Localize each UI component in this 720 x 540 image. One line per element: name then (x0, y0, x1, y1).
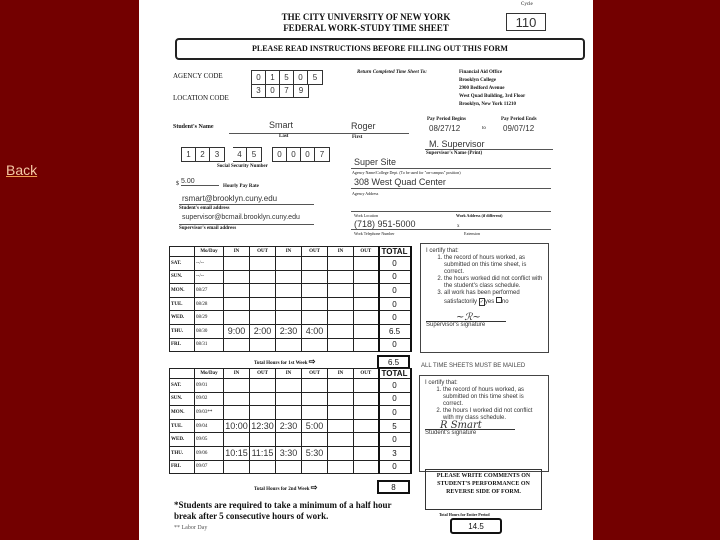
ssn-part-3 (272, 147, 330, 162)
time-cell (328, 446, 354, 460)
table-row (170, 460, 411, 474)
last-label: Last (279, 134, 289, 139)
header-cell: OUT (302, 247, 328, 257)
cert-intro: I certify that: (425, 380, 458, 386)
location-code-label: LOCATION CODE (173, 94, 229, 102)
ssn-digit: 2 (196, 148, 210, 161)
work-location-label: Work Location (354, 213, 379, 218)
time-cell: 12:30 (251, 421, 274, 432)
day-total-cell: 5 (379, 419, 411, 433)
header-cell: TOTAL (379, 369, 411, 379)
cert-item: 1. the record of hours worked, as submitted on this time sheet, is correct. (444, 255, 543, 276)
work-phone-label: Work Telephone Number (354, 231, 395, 236)
time-cell (354, 460, 379, 474)
time-cell (354, 406, 379, 420)
title-line-1: THE CITY UNIVERSITY OF NEW YORK (281, 12, 451, 22)
day-cell: THU. (170, 324, 195, 338)
time-cell (224, 297, 250, 311)
agency-address-label: Agency Address (352, 191, 379, 196)
extension-label: Extension (464, 231, 480, 236)
time-cell (302, 460, 328, 474)
time-cell (224, 460, 250, 474)
time-cell (302, 257, 328, 271)
ssn-part-1 (181, 147, 225, 162)
time-cell: 3:30 (276, 446, 302, 460)
student-signature: R Smart (440, 420, 482, 431)
time-cell (328, 392, 354, 406)
ssn-part-2 (233, 147, 262, 162)
day-cell: THU. (170, 446, 195, 460)
yes-label: yes (484, 299, 495, 305)
mailed-notice: ALL TIME SHEETS MUST BE MAILED (421, 363, 526, 369)
time-cell (250, 460, 276, 474)
date-cell: 08/27 (195, 284, 224, 298)
code-digit: 5 (312, 73, 318, 82)
date-cell: 09/01 (195, 379, 224, 393)
time-cell: 4:00 (302, 324, 328, 338)
table-row (170, 446, 411, 460)
day-total-cell: 0 (379, 284, 411, 298)
day-total-cell: 0 (379, 270, 411, 284)
student-email: rsmart@brooklyn.cuny.edu (182, 194, 278, 203)
time-cell (302, 270, 328, 284)
extension-prefix: x (457, 224, 460, 229)
time-cell (354, 392, 379, 406)
cert-intro: I certify that: (426, 248, 459, 254)
date-cell: 08/28 (195, 297, 224, 311)
week-1-total: 6.5 (377, 355, 410, 369)
time-cell (250, 284, 276, 298)
header-cell: OUT (250, 369, 276, 379)
ssn-digit: 5 (251, 150, 257, 159)
time-cell (224, 338, 250, 352)
time-cell (250, 433, 276, 447)
time-cell (328, 460, 354, 474)
return-label: Return Completed Time Sheet To: (357, 70, 427, 75)
table-row (170, 297, 411, 311)
instructions-banner: PLEASE READ INSTRUCTIONS BEFORE FILLING OUT THIS FORM (175, 38, 585, 60)
day-total-cell: 0 (379, 460, 411, 474)
work-address-label: Work Address (if different) (456, 213, 503, 218)
ssn-digit: 3 (214, 150, 220, 159)
cycle-box: 110 (506, 13, 546, 31)
time-cell (250, 338, 276, 352)
time-cell (276, 460, 302, 474)
table-row (170, 311, 411, 325)
time-cell (224, 379, 250, 393)
ssn-digit: 4 (233, 148, 247, 161)
day-total-cell: 0 (379, 338, 411, 352)
day-cell: MON. (170, 284, 195, 298)
time-cell (276, 406, 302, 420)
pay-period-begin: 08/27/12 (429, 124, 461, 133)
header-row (170, 247, 411, 257)
header-cell: OUT (354, 247, 379, 257)
time-cell (354, 284, 379, 298)
time-cell (302, 406, 328, 420)
date-cell: 08/30 (195, 324, 224, 338)
time-cell (250, 311, 276, 325)
address-line: Financial Aid Office (459, 70, 503, 75)
pay-end-label: Pay Period Ends (501, 117, 537, 122)
day-total-cell: 0 (379, 257, 411, 271)
time-cell (276, 392, 302, 406)
time-cell (302, 433, 328, 447)
time-cell: 5:00 (302, 419, 328, 433)
week-1-total-label (254, 357, 315, 366)
time-cell: 5:30 (302, 446, 328, 460)
time-cell (302, 311, 328, 325)
table-row (170, 406, 411, 420)
time-cell: 10:15 (225, 448, 248, 459)
pay-begin-label: Pay Period Begins (427, 117, 466, 122)
supervisor-name-label: Supervisor's Name (Print) (426, 151, 483, 156)
time-cell (328, 406, 354, 420)
time-cell: 9:00 (224, 324, 250, 338)
header-row (170, 369, 411, 379)
supervisor-signature-label: Supervisor's signature (426, 321, 506, 329)
header-cell (170, 247, 195, 257)
table-row (170, 392, 411, 406)
cert-item: all work has been performed satisfactorily (444, 290, 520, 305)
time-cell (302, 284, 328, 298)
time-cell (276, 284, 302, 298)
arrow-right-icon: ⇨ (308, 357, 316, 366)
supervisor-email-label: Supervisor's email address (179, 226, 237, 231)
time-cell (250, 270, 276, 284)
header-cell (170, 369, 195, 379)
yes-checkbox[interactable]: ✓ (479, 299, 484, 305)
time-cell (328, 297, 354, 311)
time-cell (224, 270, 250, 284)
return-address (459, 69, 525, 109)
ssn-digit: 0 (273, 148, 287, 161)
header-cell: IN (224, 369, 250, 379)
date-cell: 09/06 (195, 446, 224, 460)
time-cell (354, 257, 379, 271)
time-cell (328, 379, 354, 393)
time-cell: 10:00 (225, 421, 248, 432)
supervisor-signature: ~ℛ~ (456, 312, 481, 323)
time-cell (354, 324, 379, 338)
cycle-label: Cycle (521, 2, 533, 7)
week-2-table (169, 368, 412, 474)
student-name-label: Student's Name (173, 124, 214, 130)
day-total-cell: 3 (379, 446, 411, 460)
date-cell: 09/04 (195, 419, 224, 433)
grand-total-label: Total Hours for Entire Period (439, 512, 490, 517)
date-cell: 09/03** (195, 406, 224, 420)
week-1-total-text: Total Hours for 1st Week (254, 361, 308, 366)
time-cell (354, 297, 379, 311)
header-cell: Mo/Day (195, 369, 224, 379)
day-cell: TUE. (170, 419, 195, 433)
time-cell (302, 392, 328, 406)
time-cell (302, 297, 328, 311)
time-cell (224, 311, 250, 325)
day-total-cell: 0 (379, 392, 411, 406)
table-row (170, 379, 411, 393)
date-cell: 09/07 (195, 460, 224, 474)
day-cell: SUN. (170, 270, 195, 284)
no-label: no (501, 299, 509, 305)
ssn-label: Social Security Number (217, 164, 268, 169)
day-cell: SAT. (170, 379, 195, 393)
time-cell (354, 379, 379, 393)
date-cell: 09/05 (195, 433, 224, 447)
day-cell: WED. (170, 433, 195, 447)
time-cell (250, 257, 276, 271)
week-2-total: 8 (377, 480, 410, 494)
header-cell: IN (276, 369, 302, 379)
student-email-label: Student's email address (179, 206, 230, 211)
day-cell: FRI. (170, 338, 195, 352)
supervisor-email: supervisor@bcmail.brooklyn.cuny.edu (182, 214, 300, 221)
time-cell (224, 433, 250, 447)
ssn-digit: 7 (319, 150, 325, 159)
day-total-cell: 0 (379, 297, 411, 311)
day-total-cell: 0 (379, 311, 411, 325)
work-phone: (718) 951-5000 (354, 219, 416, 229)
first-label: First (352, 135, 363, 140)
table-row (170, 419, 411, 433)
table-row (170, 324, 411, 338)
time-cell (328, 433, 354, 447)
cert-item: 1. the record of hours worked, as submitted on this time sheet is correct. (443, 387, 543, 408)
time-cell (250, 297, 276, 311)
time-cell (250, 379, 276, 393)
time-cell (328, 257, 354, 271)
table-row (170, 433, 411, 447)
cert-item: 2. the hours worked did not conflict with the student's class schedule. (444, 276, 543, 290)
student-certification (419, 375, 549, 472)
cert-item: 2. the hours I worked did not conflict with my class schedule. (443, 408, 543, 422)
time-cell (354, 338, 379, 352)
day-total-cell: 6.5 (379, 324, 411, 338)
week-1-table (169, 246, 412, 352)
location-code-boxes (251, 84, 309, 98)
day-cell: SUN. (170, 392, 195, 406)
labor-day-note: ** Labor Day (174, 525, 208, 531)
time-cell (354, 270, 379, 284)
student-first-name: Roger (351, 121, 376, 131)
agency-code-label: AGENCY CODE (173, 72, 223, 80)
day-cell: MON. (170, 406, 195, 420)
week-2-total-label (254, 483, 317, 492)
ssn-digit: 0 (287, 148, 301, 161)
comments-notice: PLEASE WRITE COMMENTS ON STUDENT'S PERFORMANCE ON REVERSE SIDE OF FORM. (425, 469, 542, 510)
day-total-cell: 0 (379, 379, 411, 393)
time-cell (224, 392, 250, 406)
agency-code-boxes (251, 70, 323, 85)
ssn-digit: 0 (301, 148, 315, 161)
rate-dollar: $ (176, 181, 179, 187)
time-cell (302, 379, 328, 393)
address-line: Brooklyn, New York 11210 (459, 102, 516, 107)
student-last-name: Smart (269, 120, 294, 130)
table-row (170, 284, 411, 298)
day-total-cell: 0 (379, 406, 411, 420)
arrow-right-icon: ⇨ (310, 483, 318, 492)
pay-period-end: 09/07/12 (503, 124, 535, 133)
code-digit: 5 (280, 71, 294, 84)
hourly-rate: 5.00 (181, 178, 219, 186)
day-total-cell: 0 (379, 433, 411, 447)
code-digit: 1 (266, 71, 280, 84)
address-line: Brooklyn College (459, 78, 496, 83)
time-cell (354, 433, 379, 447)
time-cell (328, 419, 354, 433)
day-cell: WED. (170, 311, 195, 325)
date-cell: --/-- (195, 257, 224, 271)
header-cell: OUT (250, 247, 276, 257)
code-digit: 7 (280, 84, 294, 97)
table-row (170, 338, 411, 352)
header-cell: TOTAL (379, 247, 411, 257)
header-cell: IN (276, 247, 302, 257)
time-cell (328, 284, 354, 298)
week-2-total-text: Total Hours for 2nd Week (254, 487, 310, 492)
header-cell: Mo/Day (195, 247, 224, 257)
time-cell (276, 297, 302, 311)
supervisor-certification (420, 243, 549, 353)
time-cell: 2:30 (276, 419, 302, 433)
time-cell (276, 270, 302, 284)
table-row (170, 270, 411, 284)
time-cell: 2:00 (250, 324, 276, 338)
time-cell (224, 406, 250, 420)
code-digit: 0 (294, 71, 308, 84)
time-cell (328, 338, 354, 352)
time-cell (354, 419, 379, 433)
time-sheet-document (139, 0, 593, 540)
title-line-2: FEDERAL WORK-STUDY TIME SHEET (283, 23, 449, 33)
code-digit: 0 (252, 71, 266, 84)
time-cell: 11:15 (250, 446, 276, 460)
time-cell (276, 433, 302, 447)
to-label: to (482, 126, 486, 131)
date-cell: 09/02 (195, 392, 224, 406)
header-cell: OUT (354, 369, 379, 379)
hourly-rate-label: Hourly Pay Rate (223, 184, 259, 189)
time-cell (328, 311, 354, 325)
agency-name-label: Agency Name/College Dept. (To be used for "on-campus" position) (352, 170, 461, 175)
address-line: West Quad Building, 3rd Floor (459, 94, 526, 99)
time-cell (328, 324, 354, 338)
agency-name: Super Site (354, 157, 397, 167)
time-cell (224, 284, 250, 298)
date-cell: --/-- (195, 270, 224, 284)
time-cell (276, 379, 302, 393)
student-signature-label: Student's signature (425, 429, 515, 437)
header-cell: IN (224, 247, 250, 257)
header-cell: IN (328, 369, 354, 379)
time-cell (276, 257, 302, 271)
agency-address: 308 West Quad Center (354, 177, 446, 187)
time-cell (276, 338, 302, 352)
day-cell: TUE. (170, 297, 195, 311)
code-digit: 3 (252, 84, 266, 97)
day-cell: SAT. (170, 257, 195, 271)
time-cell (250, 392, 276, 406)
header-cell: OUT (302, 369, 328, 379)
table-row (170, 257, 411, 271)
day-cell: FRI. (170, 460, 195, 474)
time-cell (250, 406, 276, 420)
code-digit: 0 (266, 84, 280, 97)
time-cell: 2:30 (276, 324, 302, 338)
grand-total: 14.5 (450, 518, 502, 534)
back-link[interactable]: Back (6, 162, 38, 178)
header-cell: IN (328, 247, 354, 257)
ssn-digit: 1 (182, 148, 196, 161)
time-cell (302, 338, 328, 352)
time-cell (354, 311, 379, 325)
time-cell (354, 446, 379, 460)
code-digit: 9 (298, 86, 304, 95)
time-cell (328, 270, 354, 284)
date-cell: 08/31 (195, 338, 224, 352)
break-footnote: *Students are required to take a minimum of a half hour break after 5 consecutive hours of work. (174, 500, 392, 521)
supervisor-name: M. Supervisor (429, 139, 485, 149)
date-cell: 08/29 (195, 311, 224, 325)
time-cell (224, 257, 250, 271)
time-cell (276, 311, 302, 325)
address-line: 2900 Bedford Avenue (459, 86, 505, 91)
